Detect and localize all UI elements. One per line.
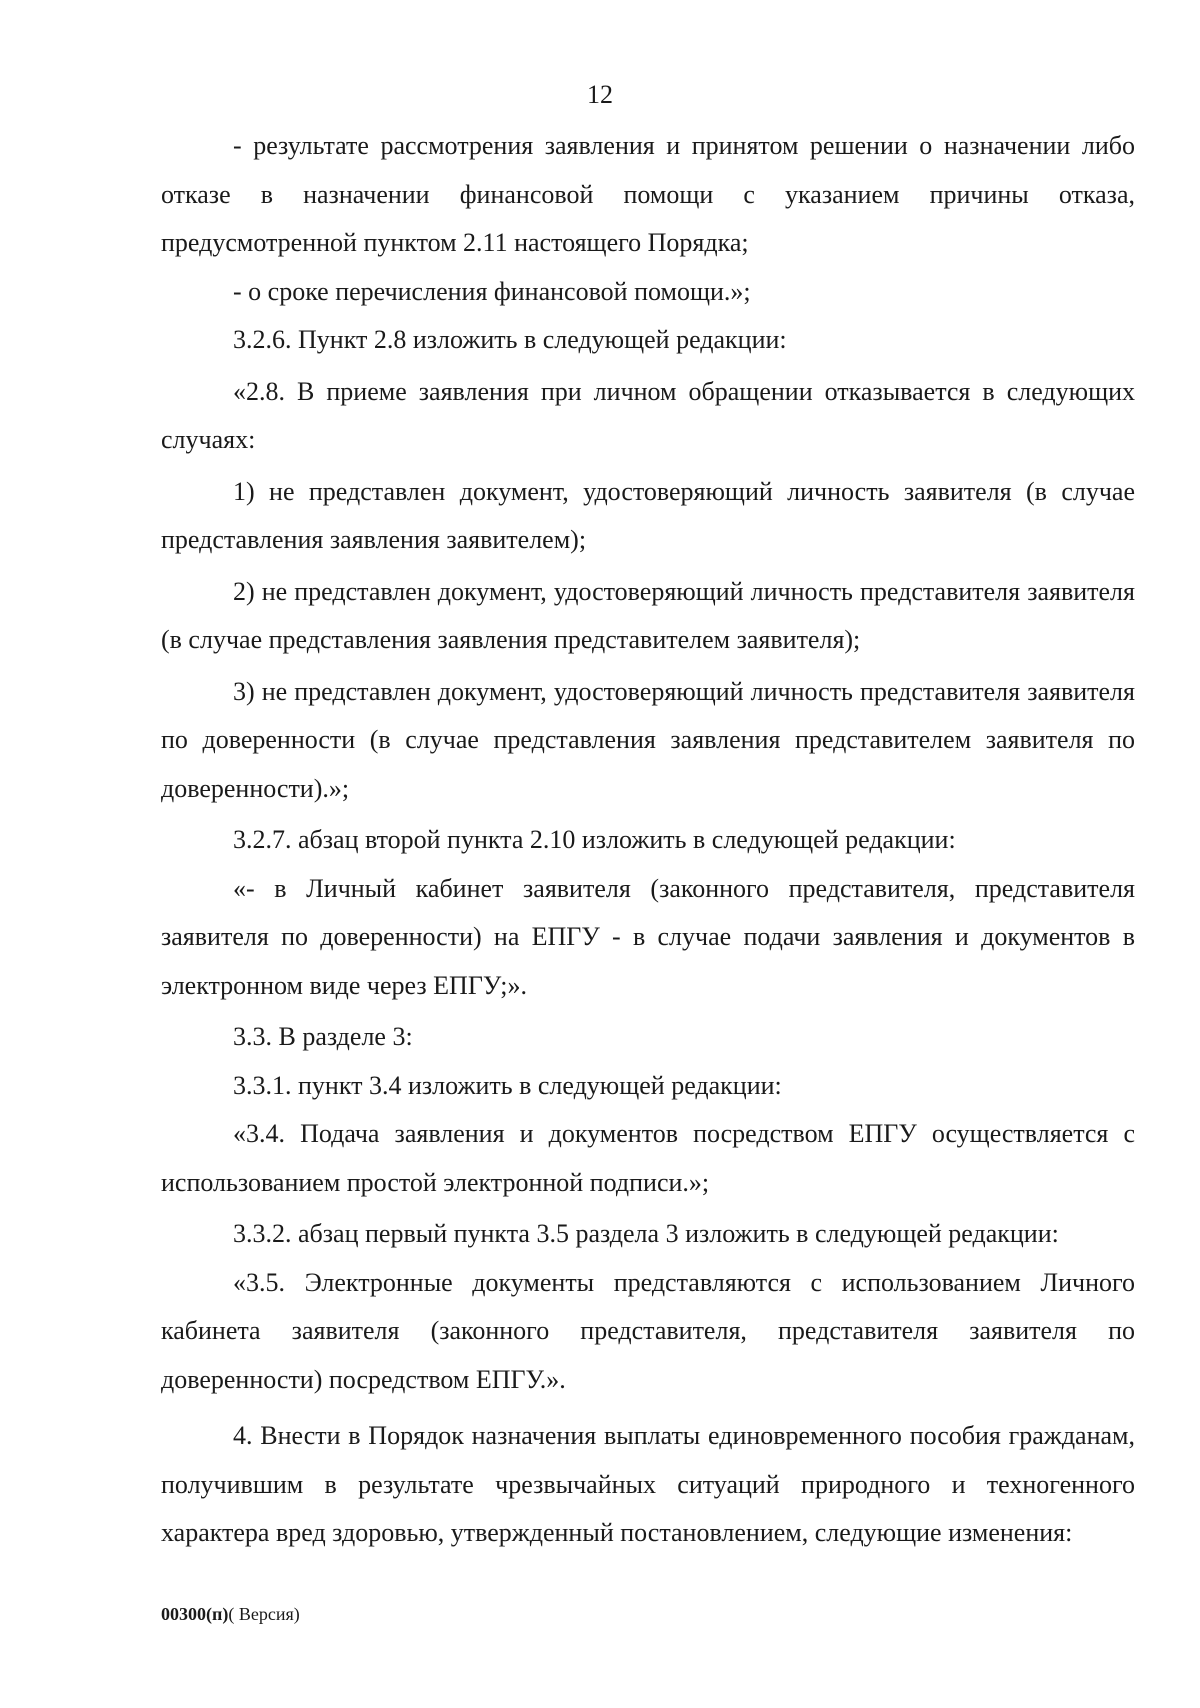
paragraph: - о сроке перечисления финансовой помощи.»; — [233, 276, 751, 306]
paragraph: - результате рассмотрения заявления и принятом решении о назначении либо отказе в назначении финансовой помощи с указанием причины отказа, предусмотренной пунктом 2.11 настоящего Порядка; — [161, 131, 1135, 257]
paragraph: 4. Внести в Порядок назначения выплаты единовременного пособия гражданам, получившим в результате чрезвычайных ситуаций природного и техногенного характера вред здоровью, утвержденный постановлением, следующие изменения: — [161, 1421, 1135, 1547]
page-number: 12 — [587, 80, 613, 109]
footer-code: 00300(п) — [161, 1604, 229, 1624]
footer-document-code — [161, 1603, 300, 1625]
document-body — [161, 122, 1135, 1558]
paragraph: 3) не представлен документ, удостоверяющий личность представителя заявителя по доверенности (в случае представления заявления представителем заявителя по доверенности).»; — [161, 676, 1135, 803]
footer-version: ( Версия) — [228, 1604, 300, 1624]
paragraph: «- в Личный кабинет заявителя (законного представителя, представителя заявителя по доверенности) на ЕПГУ - в случае подачи заявления и документов в электронном виде через ЕПГУ;». — [161, 873, 1135, 1000]
paragraph: 3.2.6. Пункт 2.8 изложить в следующей редакции: — [233, 325, 787, 354]
paragraph: 3.2.7. абзац второй пункта 2.10 изложить в следующей редакции: — [233, 825, 956, 854]
paragraph: 3.3.1. пункт 3.4 изложить в следующей редакции: — [233, 1070, 782, 1100]
paragraph: 3.3.2. абзац первый пункта 3.5 раздела 3 изложить в следующей редакции: — [233, 1219, 1059, 1248]
paragraph: «3.4. Подача заявления и документов посредством ЕПГУ осуществляется с использованием простой электронной подписи.»; — [161, 1119, 1135, 1197]
paragraph: 1) не представлен документ, удостоверяющий личность заявителя (в случае представления заявления заявителем); — [161, 476, 1135, 554]
paragraph: 2) не представлен документ, удостоверяющий личность представителя заявителя (в случае представления заявления представителем заявителя); — [161, 576, 1135, 654]
paragraph: 3.3. В разделе 3: — [233, 1022, 413, 1051]
paragraph: «3.5. Электронные документы представляются с использованием Личного кабинета заявителя (законного представителя, представителя заявителя по доверенности) посредством ЕПГУ.». — [161, 1267, 1135, 1394]
paragraph: «2.8. В приеме заявления при личном обращении отказывается в следующих случаях: — [161, 376, 1135, 454]
